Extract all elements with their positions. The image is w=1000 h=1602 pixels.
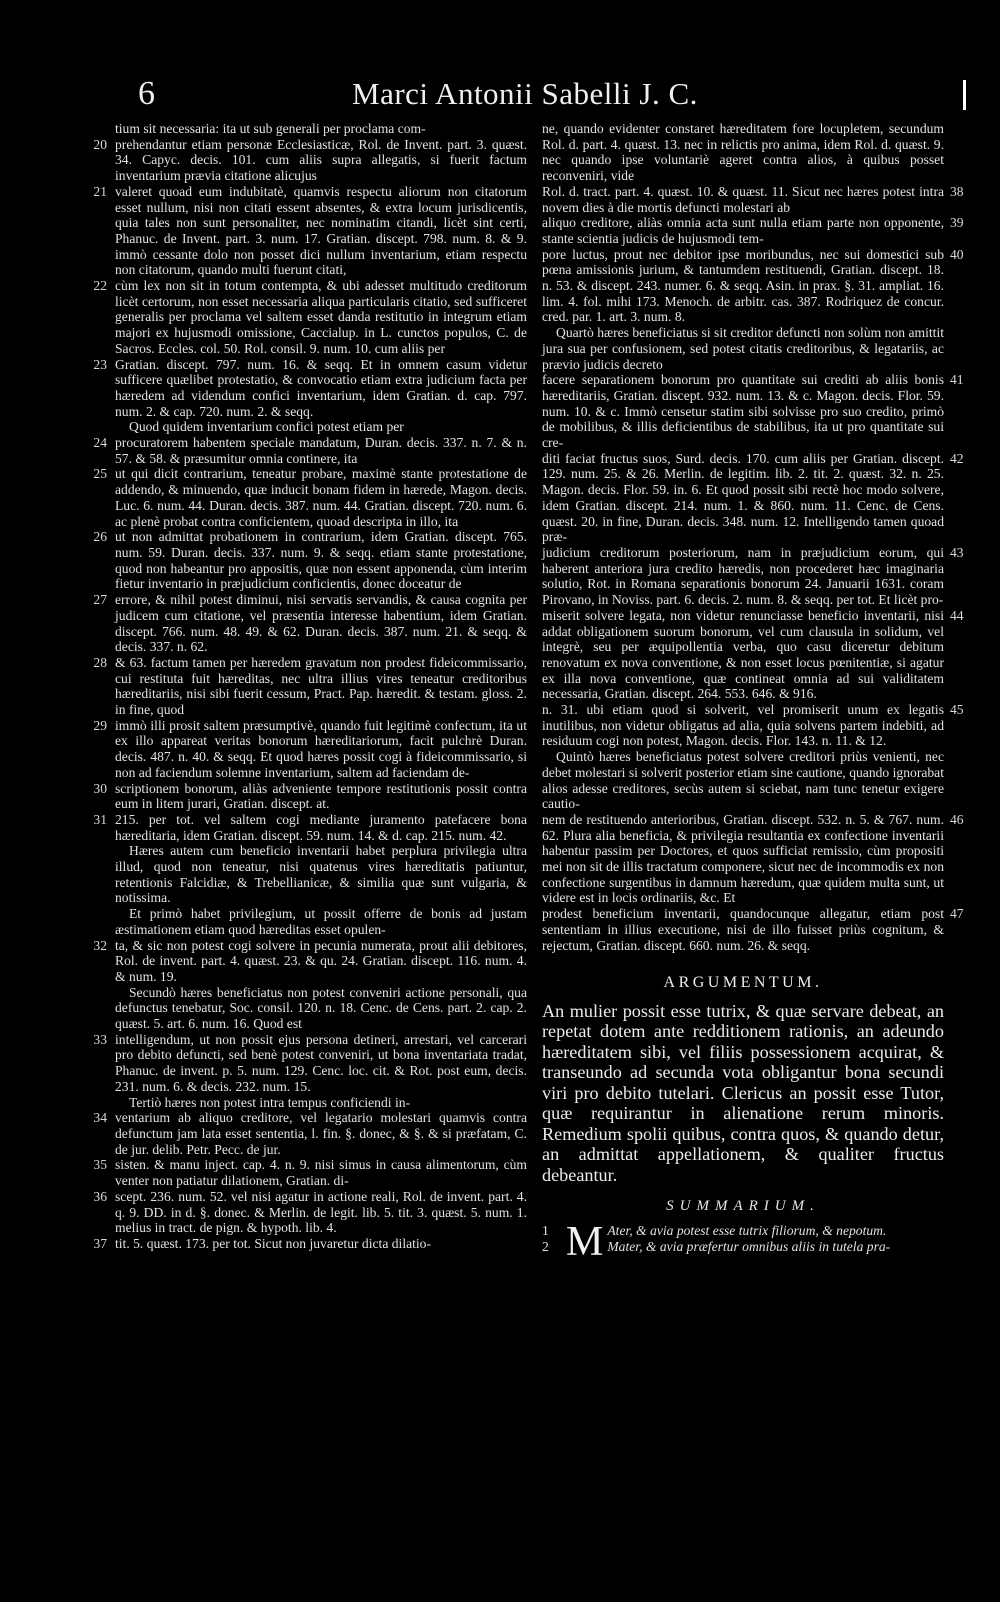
- summarium-number: 2: [542, 1239, 549, 1255]
- left_column-paragraph: [93, 466, 527, 529]
- corner-mark: [963, 80, 966, 110]
- paragraph-text: Gratian. discept. 797. num. 16. & seqq. Et in omnem casum videtur sufficere quælibet protestatio, & convocatio etiam extra judicium facta per hæredem ad videndum confici inventarium, idem Gratian. d. cap. 797. num. 2. & cap. 720. num. 2. & seqq.: [115, 356, 527, 419]
- argumentum-text: An mulier possit esse tutrix, & quæ servare debeat, an repetat dotem ante redditionem rationis, an adeundo hæreditatem sibi, vel filiis possessionem acquirat, & transeundo ad secunda vota obligantur bona secundi viri pro debito tutelari. Clericus an possit esse Tutor, quæ requirantur in alienatione rerum minoris. Remedium spolii quibus, contra quos, & quando detur, an admittat appellationem, & qualiter fructus debeantur.: [542, 1000, 944, 1185]
- margin-number: 39: [950, 215, 964, 231]
- right_column-paragraph: [542, 215, 964, 246]
- paragraph-text: prodest beneficium inventarii, quandocunque allegatur, etiam post sententiam in illius executione, nisi de illo fuisset priùs cognitum, & rejectum, Gratian. discept. 660. num. 26. & seqq.: [542, 906, 944, 953]
- paragraph-text: Et primò habet privilegium, ut possit offerre de bonis ad justam æstimationem etiam quod hæreditas esset opulen-: [115, 906, 527, 937]
- summarium-heading: SUMMARIUM.: [666, 1198, 820, 1215]
- right_column-paragraph: [542, 372, 964, 451]
- left_column-paragraph: [93, 780, 527, 812]
- left_column-paragraph: [93, 529, 527, 592]
- paragraph-text: ta, & sic non potest cogi solvere in pecunia numerata, prout alii debitores, Rol. de invent. part. 4. quæst. 23. & qu. 24. Gratian. discept. 116. num. 4. & num. 19.: [115, 937, 527, 984]
- margin-number: 35: [93, 1157, 107, 1173]
- left_column-paragraph: [93, 592, 527, 655]
- right_column-paragraph: [542, 702, 964, 749]
- running-title: Marci Antonii Sabelli J. C.: [352, 76, 698, 111]
- paragraph-text: Rol. d. tract. part. 4. quæst. 10. & quæst. 11. Sicut nec hæres potest intra novem dies à die mortis defuncti molestari ab: [542, 183, 944, 215]
- page-number: 6: [138, 75, 155, 112]
- margin-number: 20: [93, 136, 107, 152]
- paragraph-text: miserit solvere legata, non videtur renunciasse beneficio inventarii, nisi addat obligationem suorum bonorum, vel cum clausula in solidum, vel integrè, seu per æquipollentia verba, quo casu diceretur debitum renovatum ex nova conventione, & non esset locus pœnitentiæ, si agatur ex illa nova conventione, quæ contineat omnia ad sui validitatem necessaria, Gratian. discept. 264. 553. 646. & 916.: [542, 607, 944, 702]
- summarium-text: Mater, & avia præfertur omnibus aliis in tutela pra-: [607, 1239, 891, 1255]
- right_column-paragraph: [542, 183, 964, 215]
- paragraph-text: procuratorem habentem speciale mandatum, Duran. decis. 337. n. 7. & n. 57. & 58. & præsumitur omnia continere, ita: [115, 435, 527, 466]
- left-column: [93, 121, 527, 1591]
- left_column-paragraph: [93, 183, 527, 278]
- right_column-paragraph: [542, 544, 964, 608]
- margin-number: 34: [93, 1110, 107, 1126]
- right_column-paragraph: [542, 121, 944, 184]
- summarium-item: [542, 1239, 944, 1255]
- right_column-paragraph: [542, 325, 944, 372]
- left_column-paragraph: [93, 278, 527, 357]
- margin-number: 40: [950, 246, 964, 262]
- right_column-paragraph: [542, 246, 964, 326]
- margin-number: 47: [950, 906, 964, 922]
- left_column-paragraph: [93, 654, 527, 718]
- margin-number: 38: [950, 183, 964, 199]
- margin-number: 42: [950, 450, 964, 466]
- paragraph-text: tit. 5. quæst. 173. per tot. Sicut non juvaretur dicta dilatio-: [115, 1235, 432, 1251]
- left_column-paragraph: [93, 356, 527, 420]
- paragraph-text: n. 31. ubi etiam quod si solverit, vel promiserit unum ex legatis inutilibus, non videtur obligatus ad alia, quia solvens partem indebiti, ad residuum cogi non potest, Magon. decis. Flor. 143. n. 11. & 12.: [542, 702, 944, 749]
- paragraph-text: & 63. factum tamen per hæredem gravatum non prodest fideicommissario, cui restituta fuit hæreditas, nec ultra illius vires teneatur creditoribus hæreditariis, nisi sibi fuerit cessum, Pract. Pap. hæredit. & testam. gloss. 2. in fine, quod: [115, 654, 527, 718]
- margin-number: 23: [93, 356, 107, 372]
- paragraph-text: Tertiò hæres non potest intra tempus conficiendi in-: [129, 1094, 411, 1110]
- margin-number: 33: [93, 1031, 107, 1047]
- margin-number: 22: [93, 278, 107, 294]
- paragraph-text: intelligendum, ut non possit ejus persona detineri, arrestari, vel carcerari pro debito defuncti, sed benè potest conveniri, ut bona inventariata tradat, Phanuc. de invent. p. 5. num. 129. Cenc. loc. cit. & Rot. post eum, decis. 231. num. 6. & decis. 232. num. 15.: [115, 1031, 527, 1094]
- paragraph-text: sisten. & manu inject. cap. 4. n. 9. nisi simus in causa alimentorum, cùm venter non patiatur dilationem, Gratian. di-: [115, 1157, 527, 1189]
- left_column-paragraph: [93, 136, 527, 184]
- paragraph-text: scriptionem bonorum, aliàs adveniente tempore restitutionis possit contra eum in litem jurari, Gratian. discept. at.: [115, 780, 527, 812]
- paragraph-text: errore, & nihil potest diminui, nisi servatis servandis, & causa cognita per judicem cum citatione, vel præsentia interesse habentium, idem Gratian. discept. 766. num. 48. 49. & 62. Duran. decis. 387. num. 21. & seqq. & decis. 337. n. 62.: [115, 592, 527, 655]
- margin-number: 36: [93, 1188, 107, 1204]
- right_column-paragraph: [542, 607, 964, 702]
- paragraph-text: ne, quando evidenter constaret hæreditatem fore locupletem, secundum Rol. d. part. 4. quæst. 13. nec in relictis pro anima, idem Rol. d. quæst. 9. nec quando ipse voluntariè ageret contra alios, à quibus posset reconveniri, vide: [542, 121, 944, 184]
- right_column-paragraph: [542, 450, 964, 545]
- paragraph-text: valeret quoad eum indubitatè, quamvis respectu aliorum non citatorum esset nullum, nisi non citati essent absentes, & extra locum jurisdicentis, quia tales non sunt personaliter, nec nominatim citandi, licèt sint certi, Phanuc. de Invent. part. 3. num. 17. Gratian. discept. 798. num. 8. & 9. immò cessante dolo non posset dici nullum inventarium, etiam respectu non citatorum, quando multi fuerunt citati,: [115, 183, 527, 278]
- left_column-paragraph: [93, 717, 527, 781]
- margin-number: 26: [93, 529, 107, 545]
- margin-number: 46: [950, 811, 964, 827]
- argumentum-heading: ARGUMENTUM.: [663, 974, 823, 992]
- margin-number: 21: [93, 183, 107, 199]
- paragraph-text: pore luctus, prout nec debitor ipse moribundus, nec sui domestici sub pœna amissionis jurium, & tantumdem restituendi, Gratian. discept. 18. n. 53. & discept. 243. numer. 6. & seqq. Asin. in prax. §. 31. ampliat. 16. lim. 4. fol. mihi 173. Menoch. de arbitr. cas. 387. Rodriquez de concur. cred. par. 1. art. 3. num. 8.: [542, 246, 944, 325]
- paragraph-text: ventarium ab aliquo creditore, vel legatario molestari quamvis contra defunctum jam lata esset sententia, l. fin. §. donec, & §. & si præfatam, C. de jur. delib. Petr. Pecc. de jur.: [115, 1110, 527, 1157]
- left_column-paragraph: [93, 1188, 527, 1236]
- summarium-number: 1: [542, 1223, 549, 1239]
- paragraph-text: prehendantur etiam personæ Ecclesiasticæ, Rol. de Invent. part. 3. quæst. 34. Capyc. decis. 101. cum aliis supra allegatis, si fuerit factum inventarium prævia citatione alicujus: [115, 136, 527, 184]
- left_column-paragraph: [115, 121, 527, 137]
- right-column: [542, 121, 964, 1591]
- paragraph-text: aliquo creditore, aliàs omnia acta sunt nulla etiam parte non opponente, stante scientia judicis de hujusmodi tem-: [542, 215, 944, 246]
- left_column-paragraph: [93, 435, 527, 466]
- paragraph-text: cùm lex non sit in totum contempta, & ubi adesset multitudo creditorum licèt certorum, non esset necessaria aliqua particularis citatio, sed sufficeret generalis per proclama vel saltem esset danda restitutio in integrum etiam majori ex hujusmodi omissione, Caccialup. in L. cunctos populos, C. de Sacros. Eccles. col. 50. Rol. consil. 9. num. 10. cum aliis per: [115, 278, 527, 356]
- left_column-paragraph: [115, 985, 527, 1032]
- margin-number: 25: [93, 466, 107, 482]
- margin-number: 45: [950, 702, 964, 718]
- left_column-paragraph: [93, 811, 527, 843]
- drop-cap: M: [566, 1219, 604, 1266]
- paragraph-text: judicium creditorum posteriorum, nam in præjudicium eorum, qui haberent anteriora jura credito hæredis, non procederet hæc imaginaria solutio, Rot. in Romana separationis bonorum 24. Januarii 1631. coram Pirovano, in Noviss. part. 6. decis. 2. num. 8. & seqq. per tot. Et licèt pro-: [542, 544, 944, 608]
- left_column-paragraph: [115, 843, 527, 906]
- paragraph-text: facere separationem bonorum pro quantitate sui crediti ab aliis bonis hæreditariis, Gratian. discept. 932. num. 13. & c. Magon. decis. Flor. 59. num. 10. & c. Immò censetur statim sibi solvisse pro suo credito, primò de mobilibus, & illis deficientibus de stabilibus, ita ut pro quantitate sui cre-: [542, 372, 944, 451]
- left_column-paragraph: [93, 1110, 527, 1157]
- right_column-paragraph: [542, 906, 964, 953]
- paragraph-text: Quod quidem inventarium confici potest etiam per: [129, 419, 404, 435]
- paragraph-text: diti faciat fructus suos, Surd. decis. 170. cum aliis per Gratian. discept. 129. num. 25. & 26. Merlin. de legitim. lib. 2. tit. 2. quæst. 32. n. 25. Magon. decis. Flor. 59. in. 6. Et quod possit sibi rectè hoc modo solvere, idem Gratian. discept. 214. num. 1. & 860. num. 11. Cenc. de Cens. quæst. 20. in fine, Duran. decis. 348. num. 12. Intelligendo tamen quoad præ-: [542, 450, 944, 545]
- left_column-paragraph: [93, 937, 527, 985]
- paragraph-text: nem de restituendo anterioribus, Gratian. discept. 532. n. 5. & 767. num. 62. Plura alia beneficia, & privilegia resultantia ex confectione inventarii habentur passim per Doctores, et quos sufficiat remissio, cùm propositi mei non sit de illis tractatum componere, sicut nec de incommodis ex non confectione surgentibus in damnum hæredum, quæ quidem multa sunt, ut videre est in locis ordinariis, &c. Et: [542, 811, 944, 906]
- left_column-paragraph: [93, 1157, 527, 1189]
- page-header: [0, 72, 1000, 116]
- left_column-paragraph: [115, 906, 527, 937]
- right_column-paragraph: [542, 811, 964, 906]
- left_column-paragraph: [93, 1235, 527, 1252]
- margin-number: 28: [93, 654, 107, 670]
- paragraph-text: Hæres autem cum beneficio inventarii habet perplura privilegia ultra illud, quod non teneatur, nisi quatenus vires hæreditatis patiuntur, retentionis Falcidiæ, & Trebellianicæ, & similia quæ sunt vulgaria, & notissima.: [115, 843, 527, 906]
- paragraph-text: ut non admittat probationem in contrarium, idem Gratian. discept. 765. num. 59. Duran. decis. 337. num. 9. & seqq. etiam stante protestatione, quod non habeantur pro appositis, quæ non essent apponenda, cùm interim fietur inventario in præjudicium conficientis, donec doceatur de: [115, 529, 527, 592]
- margin-number: 43: [950, 544, 964, 560]
- summarium-text: Ater, & avia potest esse tutrix filiorum, & nepotum.: [607, 1223, 887, 1239]
- margin-number: 37: [93, 1235, 107, 1251]
- paragraph-text: Quartò hæres beneficiatus si sit creditor defuncti non solùm non amittit jura sua per confusionem, sed potest citatis creditoribus, & legatariis, ac prævio judicis decreto: [542, 325, 944, 372]
- paragraph-text: immò illi prosit saltem præsumptivè, quando fuit legitimè confectum, ita ut ex illo appareat veritas bonorum hæreditariorum, facit pulchrè Duran. decis. 487. n. 40. & seqq. Et quod hæres possit cogi à fideicommissario, si non ad faciendum solemne inventarium, saltem ad faciendam de-: [115, 717, 527, 780]
- margin-number: 44: [950, 607, 964, 623]
- margin-number: 29: [93, 717, 107, 733]
- paragraph-text: Quintò hæres beneficiatus potest solvere creditori priùs venienti, nec debet molestari si solverit posterior etiam sine cautione, quando ignorabat alios adesse creditores, secùs autem si sciebat, nam tunc tenetur exigere cautio-: [542, 749, 944, 812]
- paragraph-text: scept. 236. num. 52. vel nisi agatur in actione reali, Rol. de invent. part. 4. q. 9. DD. in d. §. donec. & Merlin. de legit. lib. 5. tit. 3. quæst. 5. num. 1. melius in tract. de pign. & hypoth. lib. 4.: [115, 1188, 527, 1236]
- margin-number: 41: [950, 372, 964, 388]
- margin-number: 32: [93, 937, 107, 953]
- margin-number: 27: [93, 592, 107, 608]
- margin-number: 30: [93, 780, 107, 796]
- right-column-body: [542, 121, 964, 953]
- right_column-paragraph: [542, 749, 944, 812]
- paragraph-text: 215. per tot. vel saltem cogi mediante juramento patefacere bona hæreditaria, idem Gratian. discept. 59. num. 14. & d. cap. 215. num. 42.: [115, 811, 527, 843]
- paragraph-text: Secundò hæres beneficiatus non potest conveniri actione personali, qua defunctus tenebatur, Soc. consil. 120. n. 18. Cenc. de Cens. part. 2. cap. 2. quæst. 5. art. 6. num. 16. Quod est: [115, 984, 527, 1032]
- summarium-list: [542, 1219, 944, 1266]
- paragraph-text: ut qui dicit contrarium, teneatur probare, maximè stante protestatione de addendo, & minuendo, quæ inducit bonam fidem in hærede, Magon. decis. Luc. 6. num. 44. Duran. decis. 387. num. 44. Gratian. discept. 720. num. 6. ac plenè probat contra conficientem, quoad descripta in illo, ita: [115, 466, 527, 529]
- margin-number: 24: [93, 435, 107, 451]
- paragraph-text: tium sit necessaria: ita ut sub generali per proclama com-: [115, 121, 426, 136]
- left_column-paragraph: [93, 1031, 527, 1095]
- margin-number: 31: [93, 811, 107, 827]
- left_column-paragraph: [115, 1095, 527, 1111]
- left_column-paragraph: [115, 419, 527, 435]
